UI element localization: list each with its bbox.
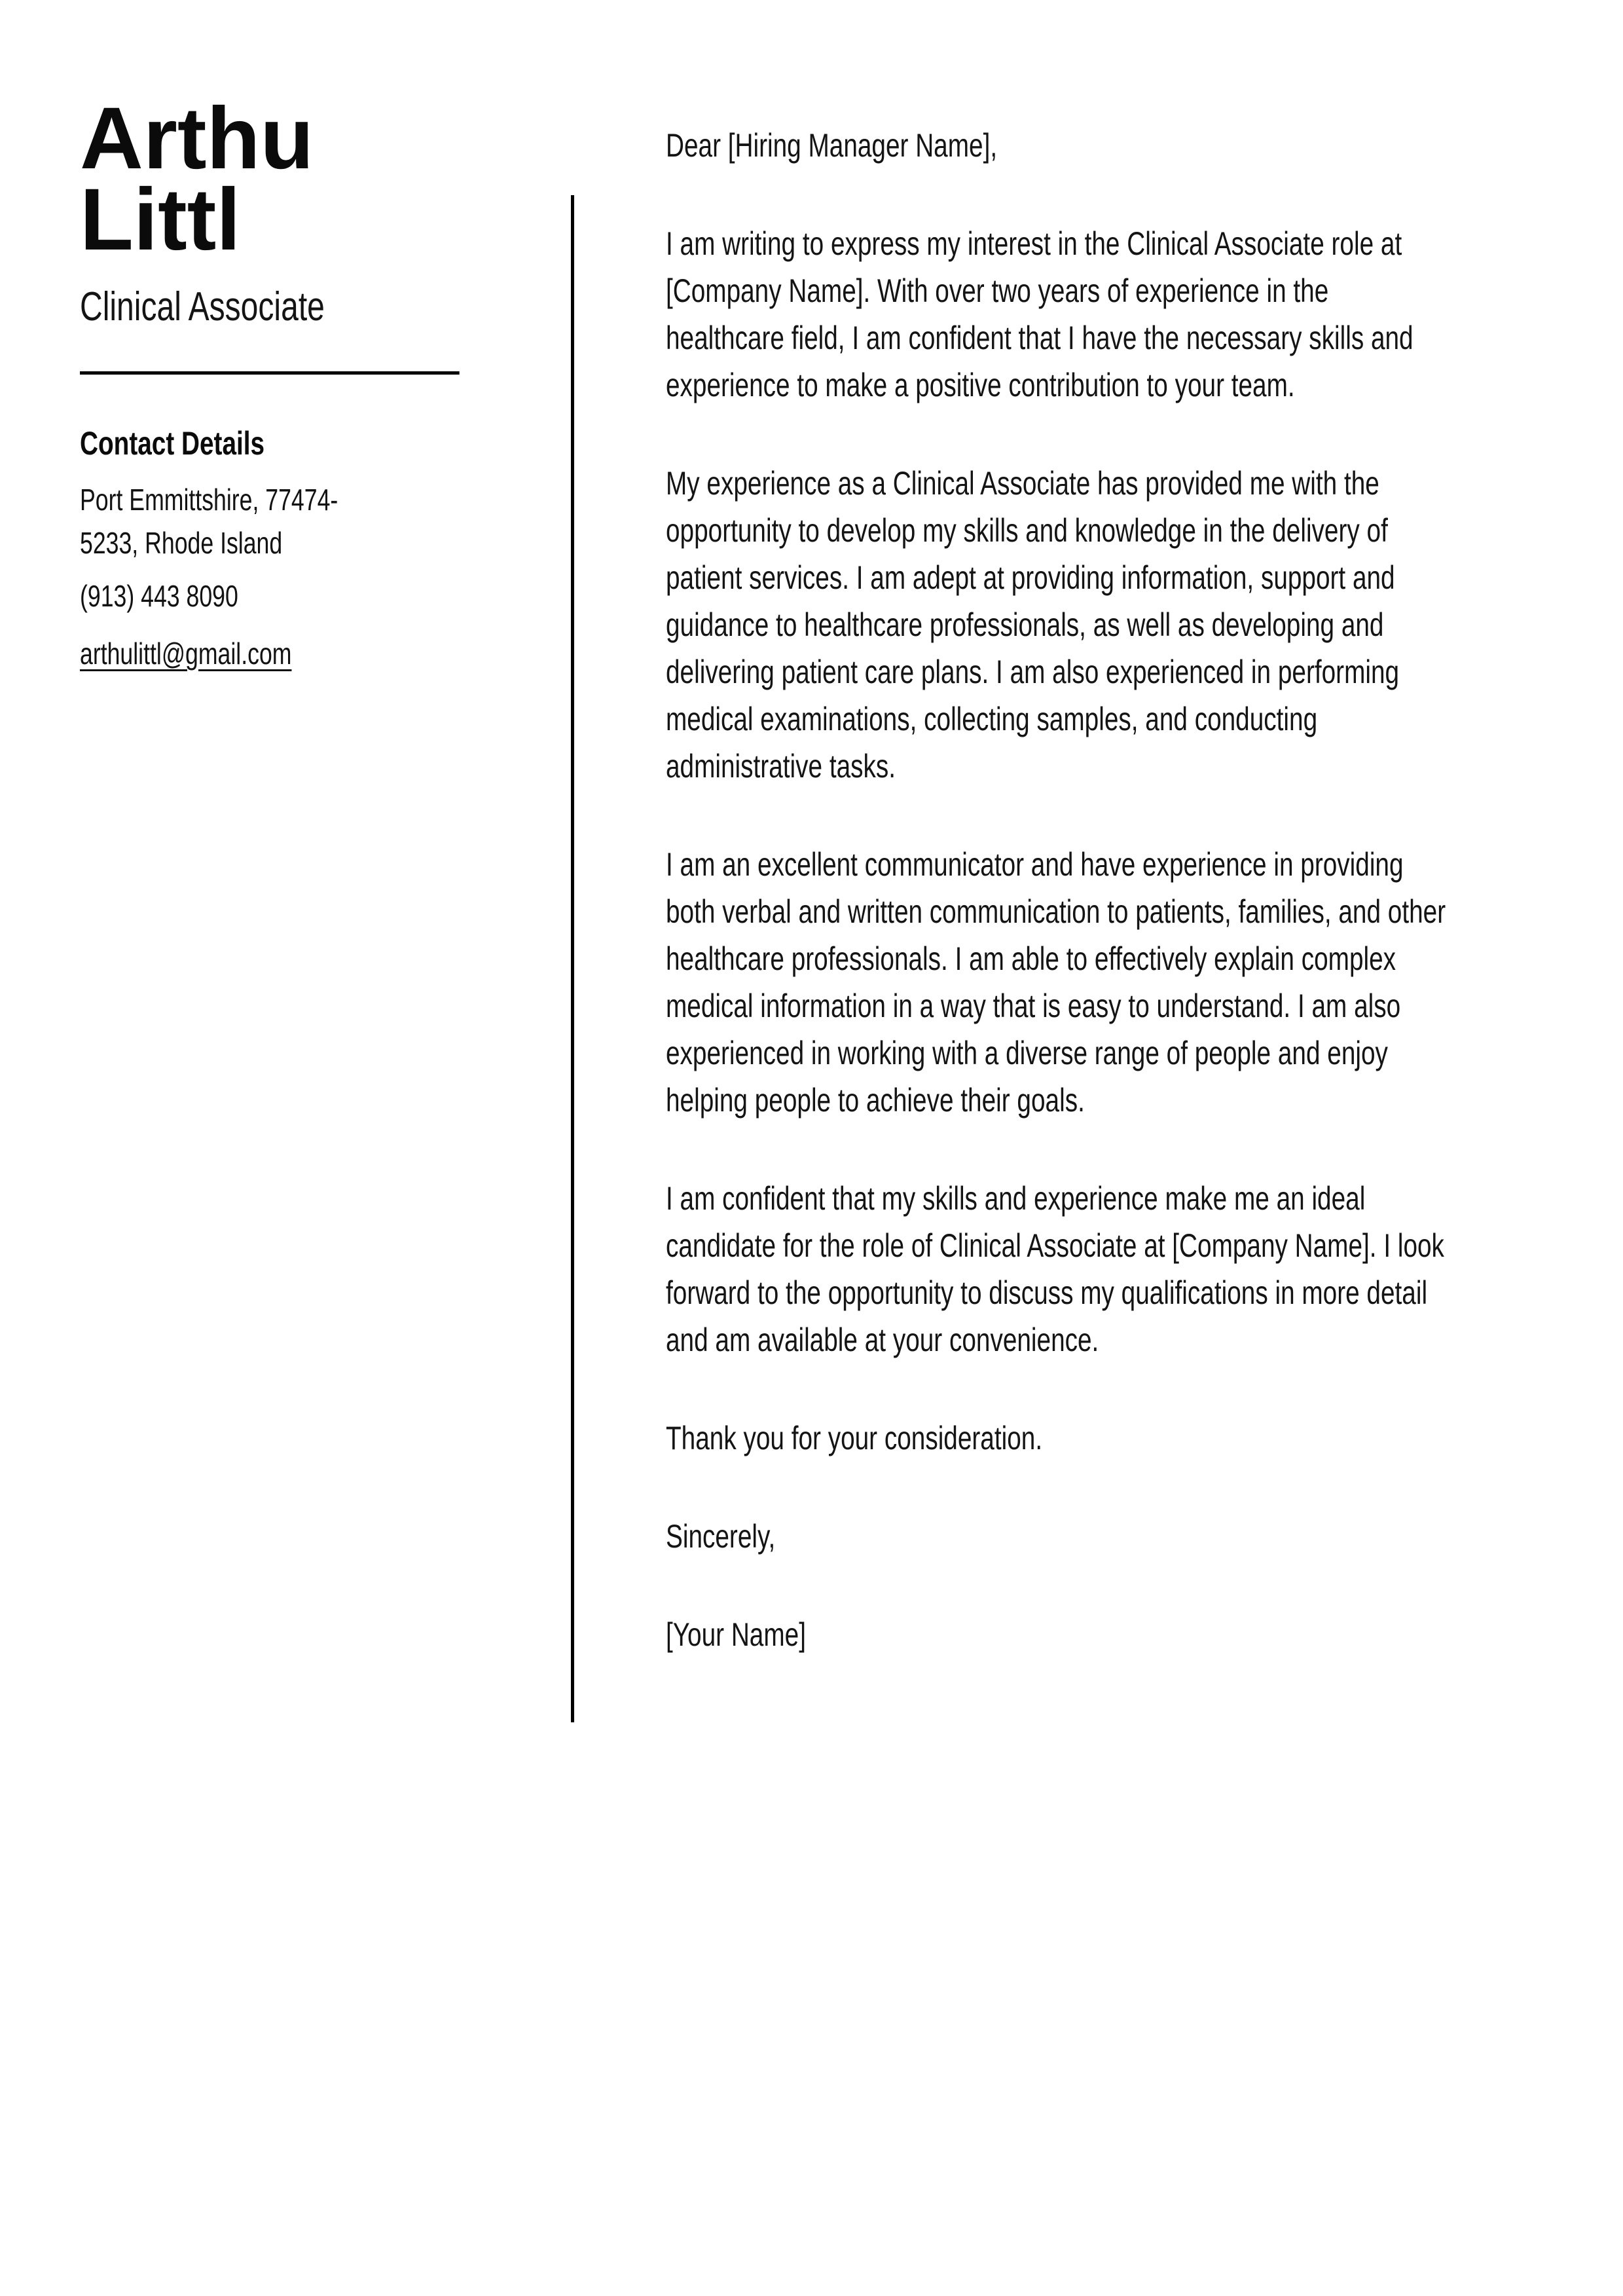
column-divider (571, 195, 574, 1722)
sidebar (80, 0, 538, 675)
candidate-first-name: Arthu (80, 90, 314, 187)
letter-body (666, 122, 1451, 1658)
sidebar-details (80, 283, 538, 675)
candidate-last-name: Littl (80, 171, 241, 268)
job-title: Clinical Associate (80, 284, 325, 329)
letter-column (666, 0, 1458, 1709)
letter-paragraph: I am confident that my skills and experience make me an ideal candidate for the role of Clinical Associate at [Company Name]. I look forward to the opportunity to discuss my qualifications in more detail and am available at your convenience. (666, 1180, 1444, 1358)
candidate-name (80, 90, 538, 268)
letter-paragraph: My experience as a Clinical Associate has provided me with the opportunity to develop my skills and knowledge in the delivery of patient services. I am adept at providing information, support and guidance to healthcare professionals, as well as developing and delivering patient care plans. I am also experienced in performing medical examinations, collecting samples, and conducting administrative tasks. (666, 465, 1400, 785)
letter-salutation: Dear [Hiring Manager Name], (666, 127, 998, 164)
contact-details-heading: Contact Details (80, 425, 265, 462)
contact-address: Port Emmittshire, 77474-5233, Rhode Island (80, 483, 338, 560)
letter-signature-placeholder: [Your Name] (666, 1616, 806, 1653)
letter-signoff: Sincerely, (666, 1518, 776, 1555)
letter-paragraph: I am an excellent communicator and have experience in providing both verbal and written communication to patients, families, and other healthcare professionals. I am able to effectively explain complex medical information in a way that is easy to understand. I am also experienced in working with a diverse range of people and enjoy helping people to achieve their goals. (666, 846, 1446, 1119)
sidebar-divider-rule (80, 371, 460, 375)
contact-email-link[interactable]: arthulittl@gmail.com (80, 637, 292, 671)
letter-paragraph: I am writing to express my interest in the Clinical Associate role at [Company Name]. With over two years of experience in the healthcare field, I am confident that I have the necessary skills and experience to make a positive contribution to your team. (666, 225, 1413, 403)
contact-phone: (913) 443 8090 (80, 579, 238, 613)
letter-thanks: Thank you for your consideration. (666, 1420, 1043, 1456)
